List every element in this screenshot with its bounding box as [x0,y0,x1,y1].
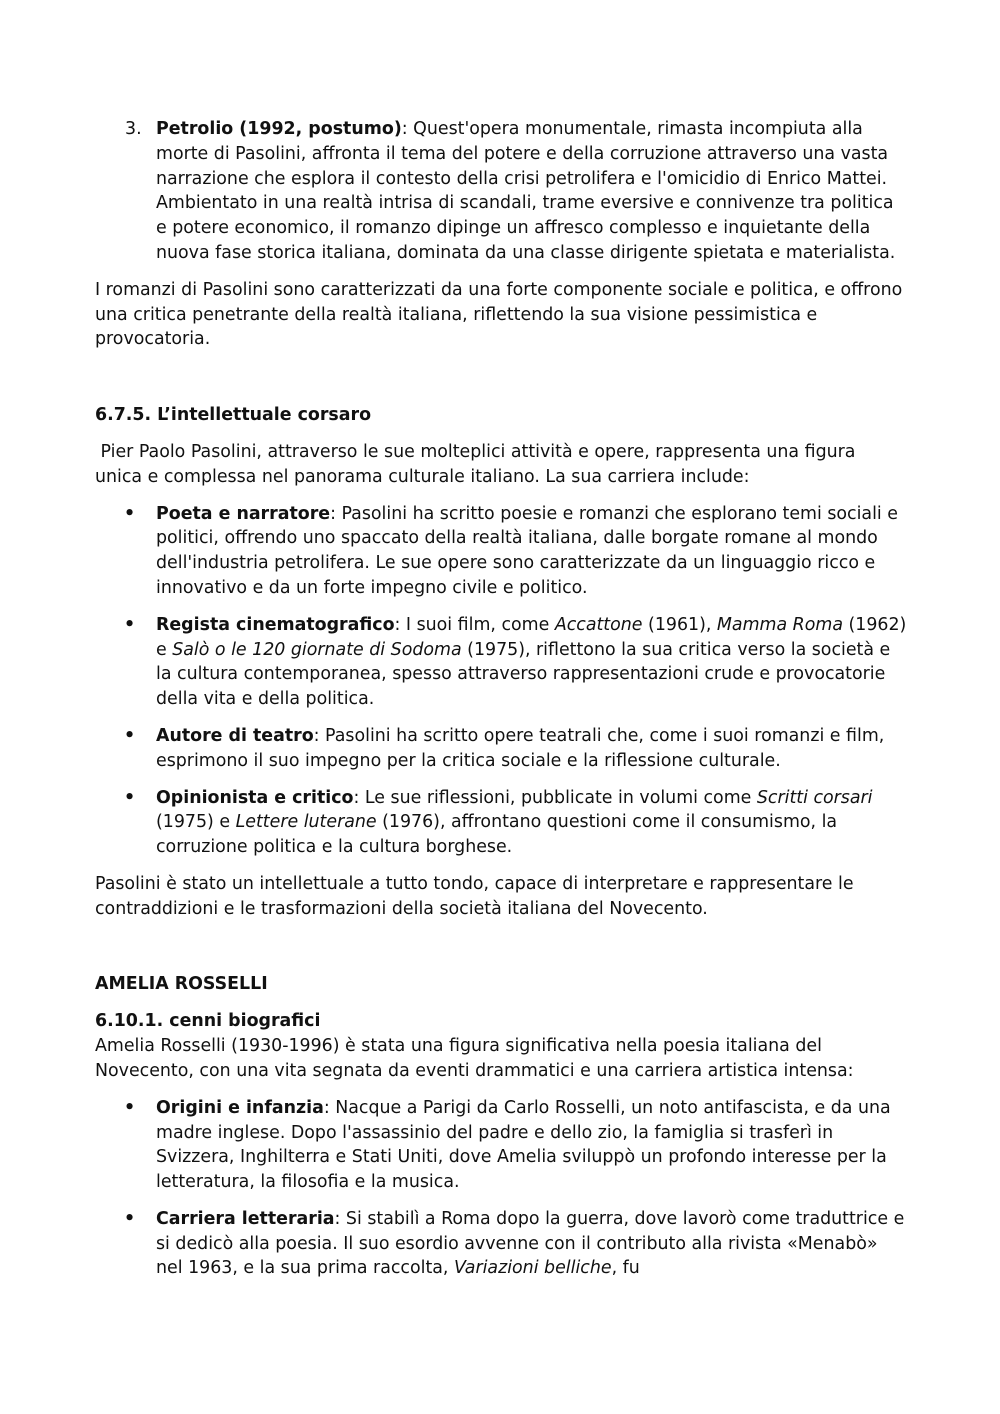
bullet-icon: • [124,614,136,635]
item-title: Opinionista e critico [156,787,354,808]
list-item [95,613,907,712]
section-intro-paragraph: Pier Paolo Pasolini, attraverso le sue molteplici attività e opere, rappresenta una figura unica e complessa nel panorama culturale italiano. La sua carriera include: [95,441,861,487]
film-title: Salò o le 120 giornate di Sodoma [172,639,462,660]
item-body: : I suoi film, come [394,614,555,635]
film-title: Mamma Roma [716,614,843,635]
author-heading: AMELIA ROSSELLI [95,973,268,994]
book-title: Lettere luterane [235,812,377,833]
list-item [95,724,907,774]
biography-intro-paragraph: Amelia Rosselli (1930-1996) è stata una figura significativa nella poesia italiana del Novecento, con una vita segnata da eventi drammatici e una carriera artistica intensa: [95,1036,854,1081]
item-body: (1975) e [156,812,236,833]
list-number: 3. [125,119,142,139]
item-title: Autore di teatro [156,725,314,746]
bullet-icon: • [124,787,136,808]
list-item [95,502,907,601]
item-title: Carriera letteraria [156,1208,335,1229]
item-body: (1962) e [156,614,907,660]
bullet-list [95,502,907,860]
item-title: Petrolio (1992, postumo) [156,119,402,139]
novels-summary-paragraph: I romanzi di Pasolini sono caratterizzati da una forte componente sociale e politica, e offrono una critica penetrante della realtà italiana, riflettendo la sua visione pessimistica e provocatoria. [95,279,903,350]
item-body: (1976), affrontano questioni come il consumismo, la corruzione politica e la cultura borghese. [156,812,838,858]
item-body: , fu [611,1258,640,1279]
document-page [95,117,907,1293]
bullet-icon: • [124,503,136,524]
item-body: : Pasolini ha scritto opere teatrali che, come i suoi romanzi e film, esprimono il suo impegno per la critica sociale e la riflessione culturale. [156,725,885,771]
section-heading: 6.7.5. L’intellettuale corsaro [95,405,372,426]
item-body: (1975), riflettono la sua critica verso la società e la cultura contemporanea, spesso attraverso rappresentazioni crude e provocatorie della vita e della politica. [156,639,891,710]
list-item-text [156,117,907,266]
section-conclusion-paragraph: Pasolini è stato un intellettuale a tutto tondo, capace di interpretare e rappresentare le contraddizioni e le trasformazioni della società italiana del Novecento. [95,873,854,919]
list-item [95,1207,907,1281]
item-title: Regista cinematografico [156,614,395,635]
list-item-text [156,502,907,601]
list-item-text [156,1096,907,1195]
list-item-text [156,613,907,712]
bullet-list [95,1096,907,1282]
film-title: Accattone [554,614,643,635]
list-item [95,1096,907,1195]
bullet-icon: • [124,1208,136,1229]
item-title: Origini e infanzia [156,1097,324,1118]
item-title: Poeta e narratore [156,503,331,524]
book-title: Variazioni belliche [454,1258,612,1279]
list-item-text [156,1207,907,1281]
book-title: Scritti corsari [756,787,873,808]
list-item-text [156,724,907,774]
item-body: : Quest'opera monumentale, rimasta incompiuta alla morte di Pasolini, affronta il tema del potere e della corruzione attraverso una vasta narrazione che esplora il contesto della crisi petrolifera e l'omicidio di Enrico Mattei. Ambientato in una realtà intrisa di scandali, trame eversive e connivenze tra politica e potere economico, il romanzo dipinge un affresco complesso e inquietante della nuova fase storica italiana, dominata da una classe dirigente spietata e materialista. [156,119,896,263]
item-body: (1961), [642,614,717,635]
numbered-list-item [95,117,907,266]
subsection-heading: 6.10.1. cenni biografici [95,1011,321,1032]
item-body: : Si stabilì a Roma dopo la guerra, dove lavorò come traduttrice e si dedicò alla poesia. Il suo esordio avvenne con il contributo alla rivista «Menabò» nel 1963, e la sua prima raccolta, [156,1208,905,1279]
bullet-icon: • [124,1097,136,1118]
item-body: : Le sue riflessioni, pubblicate in volumi come [353,787,757,808]
list-item [95,786,907,860]
item-body: : Nacque a Parigi da Carlo Rosselli, un noto antifascista, e da una madre inglese. Dopo l'assassinio del padre e dello zio, la famiglia si trasferì in Svizzera, Inghilterra e Stati Uniti, dove Amelia sviluppò un profondo interesse per la letteratura, la filosofia e la musica. [156,1097,891,1193]
list-item-text [156,786,907,860]
bullet-icon: • [124,725,136,746]
item-body: : Pasolini ha scritto poesie e romanzi che esplorano temi sociali e politici, offrendo uno spaccato della realtà italiana, dalle borgate romane al mondo dell'industria petrolifera. Le sue opere sono caratterizzate da un linguaggio ricco e innovativo e da un forte impegno civile e politico. [156,503,898,598]
